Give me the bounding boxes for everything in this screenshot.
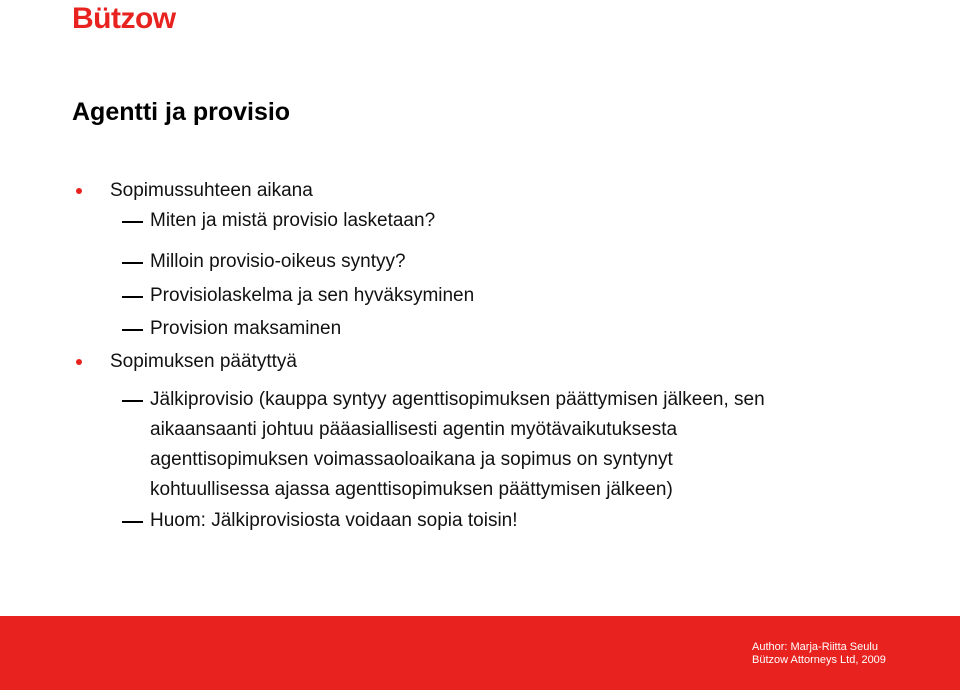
footer-bar	[0, 616, 960, 690]
footer-author: Author: Marja-Riitta Seulu	[752, 641, 878, 653]
paragraph-line: Jälkiprovisio (kauppa syntyy agenttisopimuksen päättymisen jälkeen, sen	[150, 389, 765, 410]
sub-item-text: Milloin provisio-oikeus syntyy?	[150, 251, 406, 272]
dash-icon	[122, 329, 143, 331]
footer-copyright: Bützow Attorneys Ltd, 2009	[752, 654, 886, 666]
sub-item-text: Provision maksaminen	[150, 318, 342, 339]
bullet-dot-icon	[76, 359, 82, 365]
paragraph-line: agenttisopimuksen voimassaoloaikana ja sopimus on syntynyt	[150, 449, 673, 470]
slide-title: Agentti ja provisio	[72, 98, 291, 126]
sub-item-text: Miten ja mistä provisio lasketaan?	[150, 210, 436, 231]
bullet-dot-icon	[76, 188, 82, 194]
butzow-logo: Bützow	[72, 2, 176, 35]
dash-icon	[122, 296, 143, 298]
bullet-text: Sopimuksen päätyttyä	[110, 351, 297, 372]
sub-item-text: Provisiolaskelma ja sen hyväksyminen	[150, 285, 475, 306]
dash-icon	[122, 521, 143, 523]
bullet-text: Sopimussuhteen aikana	[110, 180, 313, 201]
paragraph-line: kohtuullisessa ajassa agenttisopimuksen päättymisen jälkeen)	[150, 479, 673, 500]
footer-credits	[752, 641, 886, 667]
dash-icon	[122, 221, 143, 223]
sub-item-paragraph	[150, 385, 765, 505]
paragraph-line: aikaansaanti johtuu pääasiallisesti agentin myötävaikutuksesta	[150, 419, 678, 440]
dash-icon	[122, 262, 143, 264]
dash-icon	[122, 400, 143, 402]
sub-item-text: Huom: Jälkiprovisiosta voidaan sopia toisin!	[150, 510, 518, 531]
